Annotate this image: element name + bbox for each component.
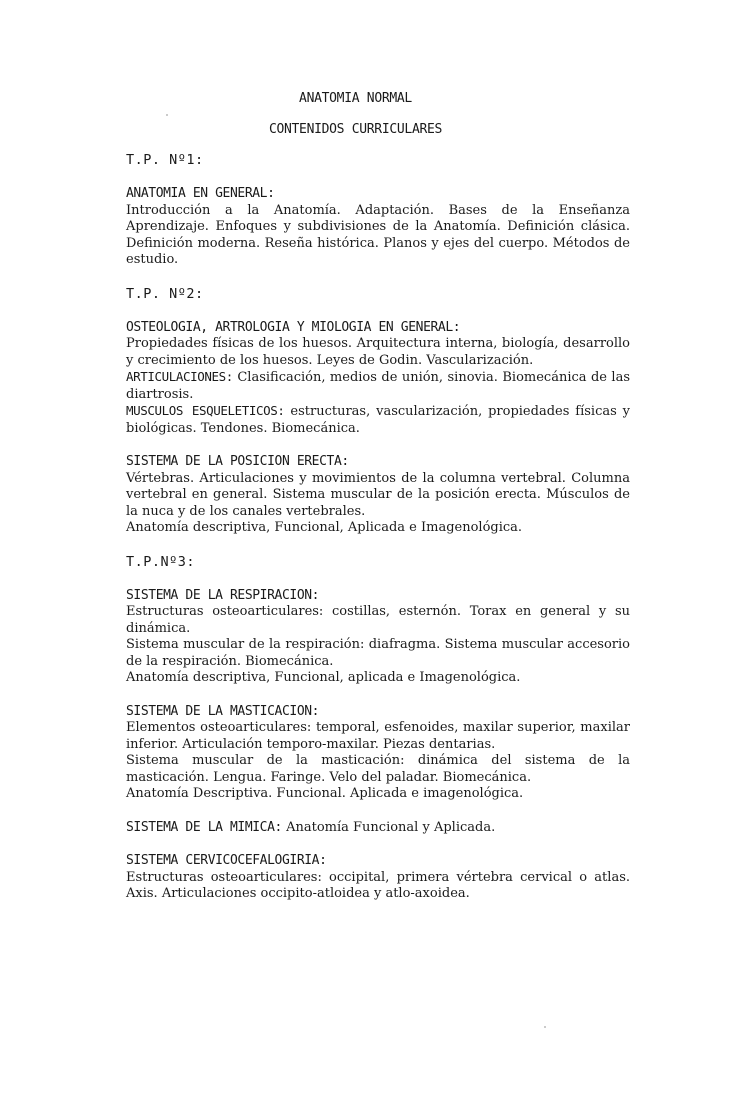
section-paragraph [126, 403, 630, 437]
inline-text: estructuras, vascularización, propiedades físicas y biológicas. Tendones. Biomecánica. [126, 404, 630, 436]
section-paragraph: Sistema muscular de la masticación: dinámica del sistema de la masticación. Lengua. Faringe. Velo del paladar. Biomecánica. [126, 753, 630, 785]
section-paragraph: Anatomía Descriptiva. Funcional. Aplicada e imagenológica. [126, 786, 524, 801]
section-paragraph: Sistema muscular de la respiración: diafragma. Sistema muscular accesorio de la respiración. Biomecánica. [126, 637, 630, 669]
section-paragraph: Introducción a la Anatomía. Adaptación. Bases de la Enseñanza Aprendizaje. Enfoques y subdivisiones de la Anatomía. Definición clásica. Definición moderna. Reseña histórica. Planos y ejes del cuerpo. Métodos de estudio. [126, 202, 630, 267]
scan-speck [544, 1026, 546, 1028]
tp2-label: T.P. Nº2: [126, 285, 204, 302]
section-heading: SISTEMA CERVICOCEFALOGIRIA: [126, 853, 327, 868]
section-heading: ANATOMIA EN GENERAL: [126, 186, 275, 201]
section-respiracion [126, 588, 630, 687]
document-body [126, 152, 630, 920]
section-heading: SISTEMA DE LA RESPIRACION: [126, 587, 320, 603]
section-masticacion [126, 704, 630, 803]
section-heading: SISTEMA DE LA POSICION ERECTA: [126, 454, 349, 469]
section-heading: SISTEMA DE LA MIMICA: [126, 819, 282, 835]
section-paragraph: Vértebras. Articulaciones y movimientos de la columna vertebral. Columna vertebral en general. Sistema muscular de la posición erecta. Músculos de la nuca y de los canales vertebrales. [126, 470, 630, 519]
scan-speck [166, 114, 168, 116]
section-heading: SISTEMA DE LA MASTICACION: [126, 703, 320, 719]
section-paragraph: Propiedades físicas de los huesos. Arquitectura interna, biología, desarrollo y crecimiento de los huesos. Leyes de Godin. Vascularización. [126, 336, 630, 368]
inline-caps-label: MUSCULOS ESQUELETICOS: [126, 403, 285, 418]
document-title: ANATOMIA NORMAL [299, 91, 412, 106]
section-paragraph [126, 369, 630, 403]
tp1-label: T.P. Nº1: [126, 152, 204, 168]
section-cervicocefalogiria [126, 853, 630, 903]
section-paragraph: Estructuras osteoarticulares: occipital, primera vértebra cervical o atlas. Axis. Articulaciones occipito-atloidea y atlo-axoidea. [126, 869, 630, 901]
section-mimica [126, 820, 630, 837]
section-osteologia [126, 320, 630, 438]
tp3-label: T.P.Nº3: [126, 553, 196, 570]
section-paragraph: Estructuras osteoarticulares: costillas, esternón. Torax en general y su dinámica. [126, 604, 630, 636]
inline-text: Clasificación, medios de unión, sinovia. Biomecánica de las diartrosis. [126, 370, 630, 402]
section-anatomia-general [126, 186, 630, 269]
document-subtitle: CONTENIDOS CURRICULARES [268, 122, 443, 137]
section-paragraph: Anatomía descriptiva, Funcional, Aplicada e Imagenológica. [126, 520, 523, 535]
inline-caps-label: ARTICULACIONES: [126, 369, 233, 384]
section-heading: OSTEOLOGIA, ARTROLOGIA Y MIOLOGIA EN GENERAL: [126, 319, 461, 335]
section-posicion-erecta [126, 454, 630, 537]
section-paragraph: Elementos osteoarticulares: temporal, esfenoides, maxilar superior, maxilar inferior. Articulación temporo-maxilar. Piezas dentarias. [126, 720, 630, 752]
section-paragraph: Anatomía descriptiva, Funcional, aplicada e Imagenológica. [126, 670, 521, 685]
inline-text: Anatomía Funcional y Aplicada. [281, 819, 496, 835]
